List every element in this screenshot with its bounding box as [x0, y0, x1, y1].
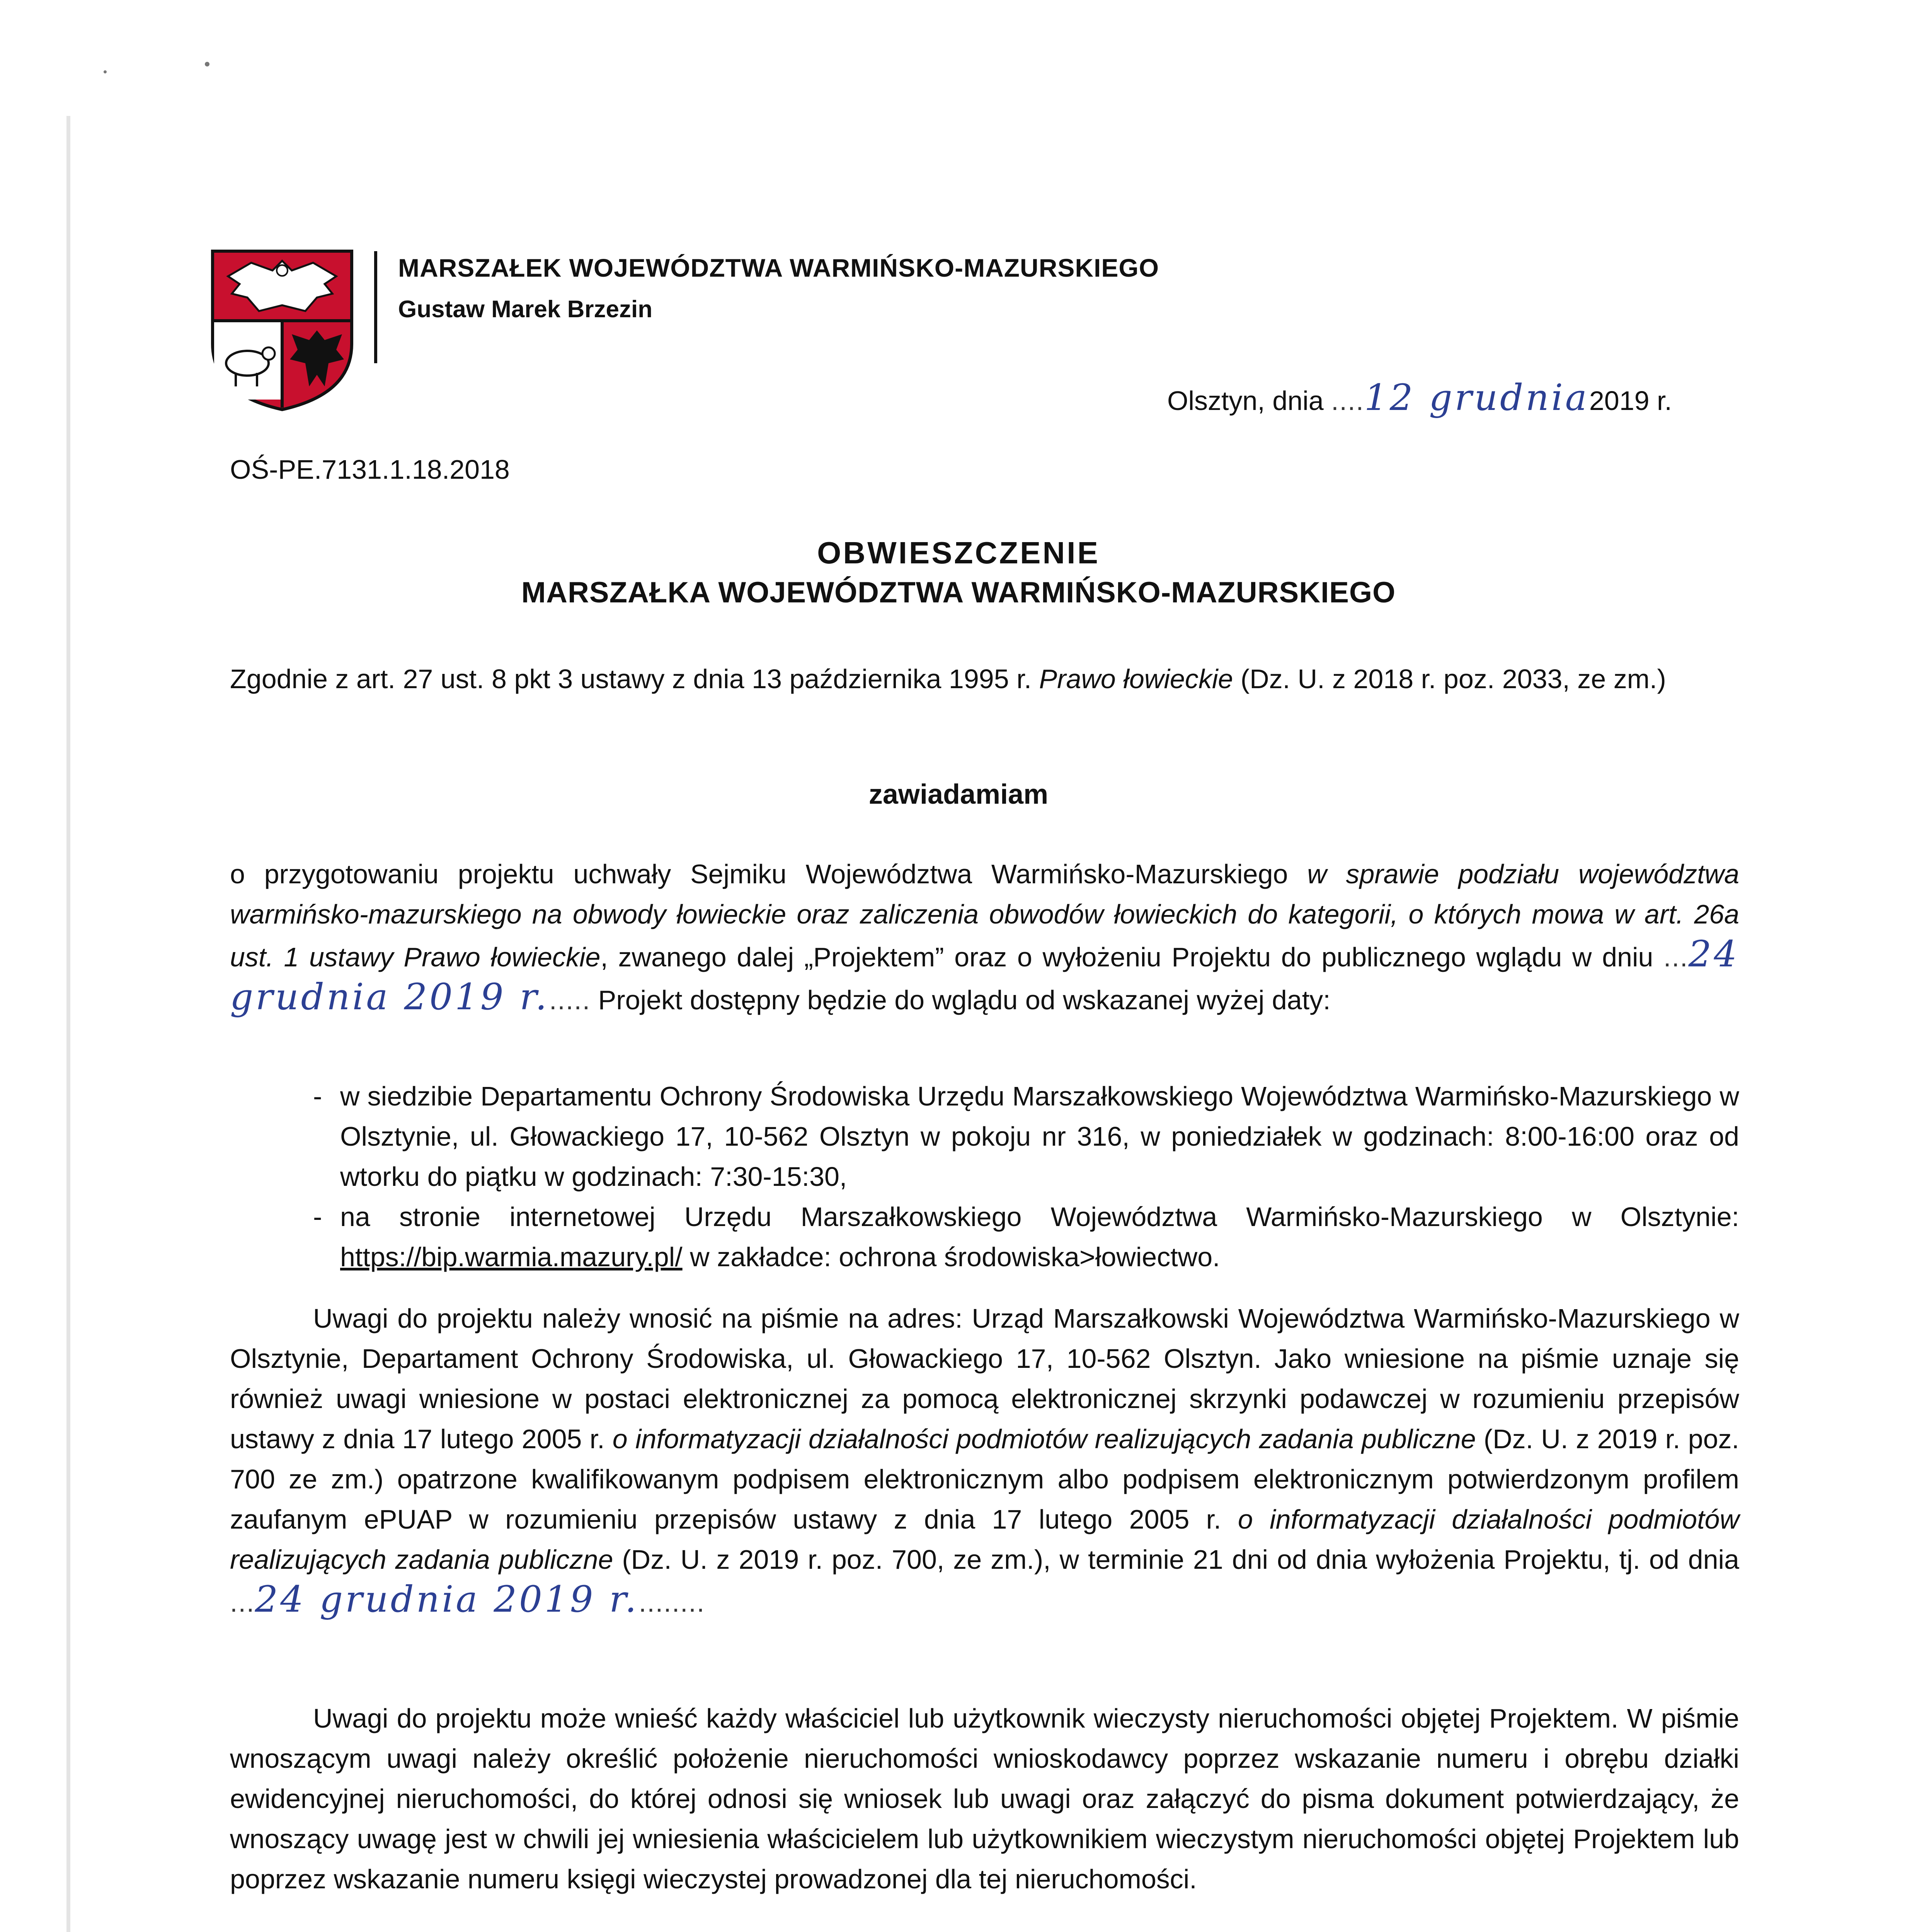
notify-heading: zawiadamiam — [868, 779, 1049, 810]
reference-number: OŚ-PE.7131.1.18.2018 — [230, 454, 510, 485]
list-item-text: w zakładce: ochrona środowiska>łowiectwo. — [682, 1242, 1220, 1272]
date-handwritten: 12 grudnia — [1364, 377, 1589, 419]
project-dots: ... — [1663, 942, 1689, 972]
document-title: OBWIESZCZENIE — [817, 536, 1100, 570]
remarks-dots: ........ — [638, 1587, 705, 1617]
project-paragraph — [230, 854, 1739, 1020]
who-may-submit-paragraph: Uwagi do projektu może wnieść każdy właściciel lub użytkownik wieczysty nieruchomości objętej Projektem. W piśmie wnoszącym uwagi należy określić położenie nieruchomości wnioskodawcy poprzez wskazanie numeru i obrębu działki ewidencyjnej nieruchomości, do której odnosi się wniosek lub uwagi oraz załączyć do pisma dokument potwierdzający, że wnoszący uwagę jest w chwili jej wniesienia właścicielem lub użytkownikiem wieczystym nieruchomości objętej Projektem lub poprzez wskazanie numeru księgi wieczystej prowadzonej dla tej nieruchomości. — [230, 1703, 1739, 1894]
legal-basis — [230, 659, 1739, 699]
project-text: o przygotowaniu projektu uchwały Sejmiku Województwa Warmińsko-Mazurskiego — [230, 859, 1308, 889]
project-handwritten-date: 24 grudnia 2019 r. — [230, 933, 1740, 1018]
document-subtitle: MARSZAŁKA WOJEWÓDZTWA WARMIŃSKO-MAZURSKIEGO — [521, 576, 1396, 609]
coat-of-arms-icon — [209, 247, 356, 413]
date-suffix: 2019 r. — [1589, 386, 1672, 416]
date-prefix: Olsztyn, dnia — [1167, 386, 1324, 416]
list-item — [313, 1076, 1739, 1197]
remarks-act-2: o informatyzacji działalności podmiotów realizujących zadania publiczne — [230, 1504, 1740, 1575]
header-office: MARSZAŁEK WOJEWÓDZTWA WARMIŃSKO-MAZURSKIEGO — [398, 253, 1159, 282]
scan-dust — [205, 62, 209, 66]
date-dots: .... — [1331, 386, 1364, 416]
list-dash: - — [313, 1081, 322, 1111]
availability-list — [313, 1076, 1739, 1277]
legal-basis-text: Zgodnie z art. 27 ust. 8 pkt 3 ustawy z dnia 13 października 1995 r. — [230, 664, 1039, 694]
bip-link[interactable]: https://bip.warmia.mazury.pl/ — [340, 1242, 683, 1272]
list-item-text: w siedzibie Departamentu Ochrony Środowiska Urzędu Marszałkowskiego Województwa Warmińsko-Mazurskiego w Olsztynie, ul. Głowackiego 17, 10-562 Olsztyn w pokoju nr 316, w poniedziałek w godzinach: 8:00-16:00 oraz od wtorku do piątku w godzinach: 7:30-15:30, — [340, 1081, 1739, 1192]
list-item-text: na stronie internetowej Urzędu Marszałkowskiego Województwa Warmińsko-Mazurskiego w Olsztynie: — [340, 1202, 1739, 1232]
project-availability: Projekt dostępny będzie do wglądu od wskazanej wyżej daty: — [591, 985, 1331, 1015]
remarks-act: o informatyzacji działalności podmiotów realizujących zadania publiczne — [612, 1424, 1476, 1454]
legal-basis-citation: (Dz. U. z 2018 r. poz. 2033, ze zm.) — [1233, 664, 1666, 694]
list-item — [313, 1197, 1739, 1277]
remarks-handwritten-date: 24 grudnia 2019 r. — [255, 1578, 639, 1621]
remarks-text-3: (Dz. U. z 2019 r. poz. 700, ze zm.), w terminie 21 dni od dnia wyłożenia Projektu, tj. od dnia — [613, 1544, 1739, 1575]
legal-basis-act: Prawo łowieckie — [1039, 664, 1233, 694]
scan-dust — [104, 70, 107, 73]
remarks-text: Uwagi do projektu należy wnosić na piśmie na adres: Urząd Marszałkowski Województwa Warmińsko-Mazurskiego w Olsztynie, Departament Ochrony Środowiska, ul. Głowackiego 17, 10-562 Olsztyn. Jako wniesione na piśmie uznaje się również uwagi wniesione w postaci elektronicznej za pomocą elektronicznej skrzynki podawczej w rozumieniu przepisów ustawy z dnia 17 lutego 2005 r. — [230, 1303, 1739, 1454]
date-line — [1167, 377, 1672, 419]
project-subject: w sprawie podziału województwa warmińsko-mazurskiego na obwody łowieckie oraz zaliczenia obwodów łowieckich do kategorii, o których mowa w art. 26a ust. 1 ustawy Prawo łowieckie — [230, 859, 1739, 972]
header-divider — [374, 251, 377, 363]
project-dots: ..... — [549, 985, 591, 1015]
remarks-text-2: (Dz. U. z 2019 r. poz. 700 ze zm.) opatrzone kwalifikowanym podpisem elektronicznym albo podpisem elektronicznym potwierdzonym profilem zaufanym ePUAP w rozumieniu przepisów ustawy z dnia 17 lutego 2005 r. — [230, 1424, 1739, 1534]
list-dash: - — [313, 1202, 322, 1232]
scan-edge — [66, 116, 70, 1932]
project-text-2: , zwanego dalej „Projektem” oraz o wyłożeniu Projektu do publicznego wglądu w dniu — [600, 942, 1664, 972]
header-name: Gustaw Marek Brzezin — [398, 296, 653, 323]
remarks-paragraph — [230, 1298, 1739, 1622]
remarks-dots: ... — [230, 1587, 255, 1617]
